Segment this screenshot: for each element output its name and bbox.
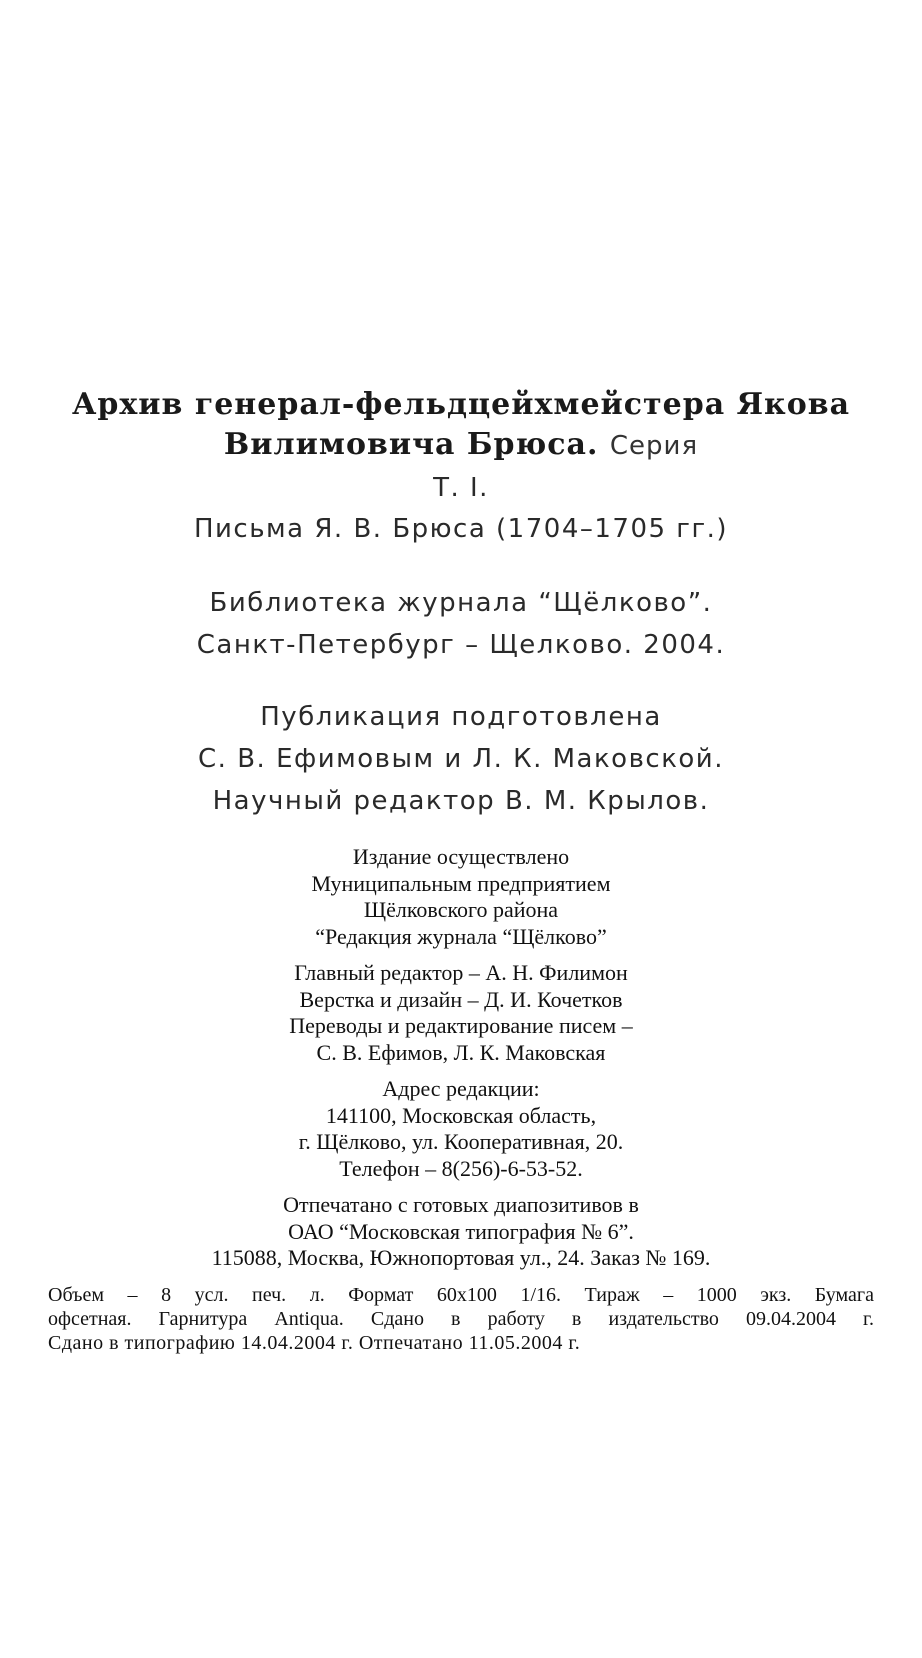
series-label: Серия xyxy=(609,431,699,461)
specs-line-3: Сдано в типографию 14.04.2004 г. Отпечатано 11.05.2004 г. xyxy=(48,1332,581,1354)
edition-line-4: “Редакция журнала “Щёлково” xyxy=(315,923,607,949)
publication-line-2: С. В. Ефимовым и Л. К. Маковской. xyxy=(198,744,724,774)
specs-line-2: офсетная. Гарнитура Antiqua. Сдано в работу в издательство 09.04.2004 г. xyxy=(48,1308,874,1330)
publication-line-3: Научный редактор В. М. Крылов. xyxy=(212,786,710,816)
staff-line-2: Верстка и дизайн – Д. И. Кочетков xyxy=(299,986,623,1012)
title-line-2 xyxy=(0,425,922,466)
edition-block xyxy=(0,844,922,950)
edition-line-1: Издание осуществлено xyxy=(352,844,570,869)
volume-subtitle: Письма Я. В. Брюса (1704–1705 гг.) xyxy=(193,514,729,544)
library-line-1: Библиотека журнала “Щёлково”. xyxy=(209,588,713,618)
specs-line-1: Объем – 8 усл. печ. л. Формат 60x100 1/16. Тираж – 1000 экз. Бумага xyxy=(48,1284,874,1306)
printing-line-3: 115088, Москва, Южнопортовая ул., 24. Заказ № 169. xyxy=(211,1245,711,1270)
library-block xyxy=(0,582,922,666)
library-line-2: Санкт-Петербург – Щелково. 2004. xyxy=(196,630,726,660)
printing-line-1: Отпечатано с готовых диапозитивов в xyxy=(283,1192,639,1217)
publication-line-1: Публикация подготовлена xyxy=(260,702,662,732)
address-block xyxy=(0,1076,922,1182)
printing-block xyxy=(0,1192,922,1272)
technical-specs xyxy=(48,1283,874,1355)
address-line-2: 141100, Московская область, xyxy=(325,1102,597,1128)
printing-line-2: ОАО “Московская типография № 6”. xyxy=(288,1218,634,1244)
publication-block xyxy=(0,696,922,822)
book-title xyxy=(0,385,922,466)
staff-line-3: Переводы и редактирование писем – xyxy=(289,1013,633,1038)
staff-line-1: Главный редактор – А. Н. Филимон xyxy=(294,960,628,985)
address-line-3: г. Щёлково, ул. Кооперативная, 20. xyxy=(298,1129,624,1154)
address-line-1: Адрес редакции: xyxy=(382,1076,540,1101)
staff-line-4: С. В. Ефимов, Л. К. Маковская xyxy=(316,1039,606,1065)
title-name: Вилимовича Брюса. xyxy=(223,427,599,462)
volume-number: Т. I. xyxy=(433,473,489,503)
edition-line-3: Щёлковского района xyxy=(363,897,559,922)
address-line-4: Телефон – 8(256)-6-53-52. xyxy=(339,1155,583,1181)
title-line-1: Архив генерал-фельдцейхмейстера Якова xyxy=(71,387,851,422)
edition-line-2: Муниципальным предприятием xyxy=(311,870,611,896)
staff-block xyxy=(0,960,922,1066)
